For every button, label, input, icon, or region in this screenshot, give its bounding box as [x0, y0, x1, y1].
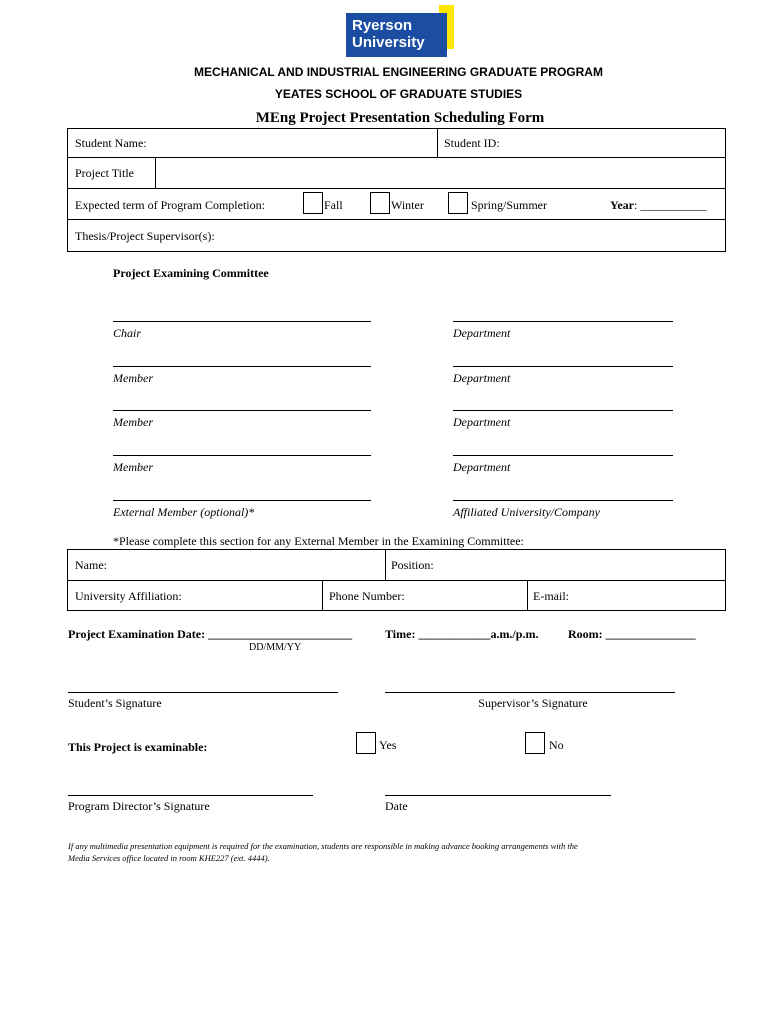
supervisor-signature-line[interactable]: [385, 692, 675, 693]
table-rule: [527, 580, 528, 611]
project-title-label: Project Title: [75, 166, 135, 180]
member-label: Member: [113, 460, 153, 474]
ext-name-label: Name:: [75, 558, 107, 572]
program-heading: MECHANICAL AND INDUSTRIAL ENGINEERING GRADUATE PROGRAM: [194, 65, 603, 79]
department-label: Department: [453, 415, 511, 429]
winter-checkbox[interactable]: [370, 192, 390, 214]
affiliation-signature-line[interactable]: [453, 500, 673, 501]
spring-summer-option-label: Spring/Summer: [471, 198, 548, 212]
fall-option-label: Fall: [324, 198, 343, 212]
table-rule: [385, 549, 386, 580]
year-label: Year: [610, 198, 634, 212]
external-member-note: *Please complete this section for any External Member in the Examining Committee:: [113, 534, 524, 548]
committee-signature-line[interactable]: [113, 321, 371, 322]
supervisor-signature-label: Supervisor’s Signature: [478, 696, 588, 710]
winter-option-label: Winter: [391, 198, 424, 212]
date-signature-line[interactable]: [385, 795, 611, 796]
table-rule: [67, 188, 726, 189]
form-title: MEng Project Presentation Scheduling Form: [255, 110, 545, 126]
table-rule: [67, 580, 726, 581]
external-member-label: External Member (optional)*: [113, 505, 255, 519]
director-signature-label: Program Director’s Signature: [68, 799, 210, 813]
spring-summer-checkbox[interactable]: [448, 192, 468, 214]
ext-email-label: E-mail:: [533, 589, 569, 603]
department-signature-line[interactable]: [453, 366, 673, 367]
student-name-label: Student Name:: [75, 136, 147, 150]
chair-label: Chair: [113, 326, 142, 340]
department-label: Department: [453, 371, 511, 385]
no-checkbox[interactable]: [525, 732, 545, 754]
logo-line-2: University: [352, 34, 425, 51]
student-signature-line[interactable]: [68, 692, 338, 693]
fall-checkbox[interactable]: [303, 192, 323, 214]
year-blank: : ___________: [634, 198, 707, 212]
ext-phone-label: Phone Number:: [329, 589, 405, 603]
multimedia-note-line-1: If any multimedia presentation equipment is required for the examination, students are responsible in making advance booking arrangements with the: [68, 841, 578, 851]
examinable-label: This Project is examinable:: [68, 740, 208, 754]
exam-room-field[interactable]: Room: _______________: [568, 627, 696, 641]
member-label: Member: [113, 371, 153, 385]
supervisor-label: Thesis/Project Supervisor(s):: [75, 229, 215, 243]
student-id-label: Student ID:: [444, 136, 500, 150]
date-label: Date: [385, 799, 408, 813]
department-label: Department: [453, 326, 511, 340]
committee-signature-line[interactable]: [113, 366, 371, 367]
table-rule: [67, 157, 726, 158]
committee-signature-line[interactable]: [113, 500, 371, 501]
department-signature-line[interactable]: [453, 321, 673, 322]
committee-heading: Project Examining Committee: [113, 266, 269, 280]
director-signature-line[interactable]: [68, 795, 313, 796]
multimedia-note: [68, 840, 728, 864]
table-rule: [322, 580, 323, 611]
committee-signature-line[interactable]: [113, 455, 371, 456]
yes-checkbox[interactable]: [356, 732, 376, 754]
table-rule: [437, 128, 438, 157]
multimedia-note-line-2: Media Services office located in room KHE227 (ext. 4444).: [68, 853, 270, 863]
exam-date-field[interactable]: Project Examination Date: ________________________: [68, 627, 353, 641]
committee-signature-line[interactable]: [113, 410, 371, 411]
school-heading: YEATES SCHOOL OF GRADUATE STUDIES: [274, 87, 523, 101]
expected-term-label: Expected term of Program Completion:: [75, 198, 265, 212]
table-rule: [67, 219, 726, 220]
affiliated-university-label: Affiliated University/Company: [453, 505, 600, 519]
yes-label: Yes: [379, 738, 397, 752]
ext-affiliation-label: University Affiliation:: [75, 589, 182, 603]
department-signature-line[interactable]: [453, 455, 673, 456]
table-rule: [155, 157, 156, 188]
logo-line-1: Ryerson: [352, 17, 413, 34]
exam-time-field[interactable]: Time: ____________a.m./p.m.: [385, 627, 539, 641]
department-label: Department: [453, 460, 511, 474]
department-signature-line[interactable]: [453, 410, 673, 411]
no-label: No: [549, 738, 564, 752]
member-label: Member: [113, 415, 153, 429]
student-signature-label: Student’s Signature: [68, 696, 162, 710]
year-field[interactable]: [610, 198, 706, 213]
ext-position-label: Position:: [391, 558, 434, 572]
date-format-hint: DD/MM/YY: [249, 642, 302, 653]
